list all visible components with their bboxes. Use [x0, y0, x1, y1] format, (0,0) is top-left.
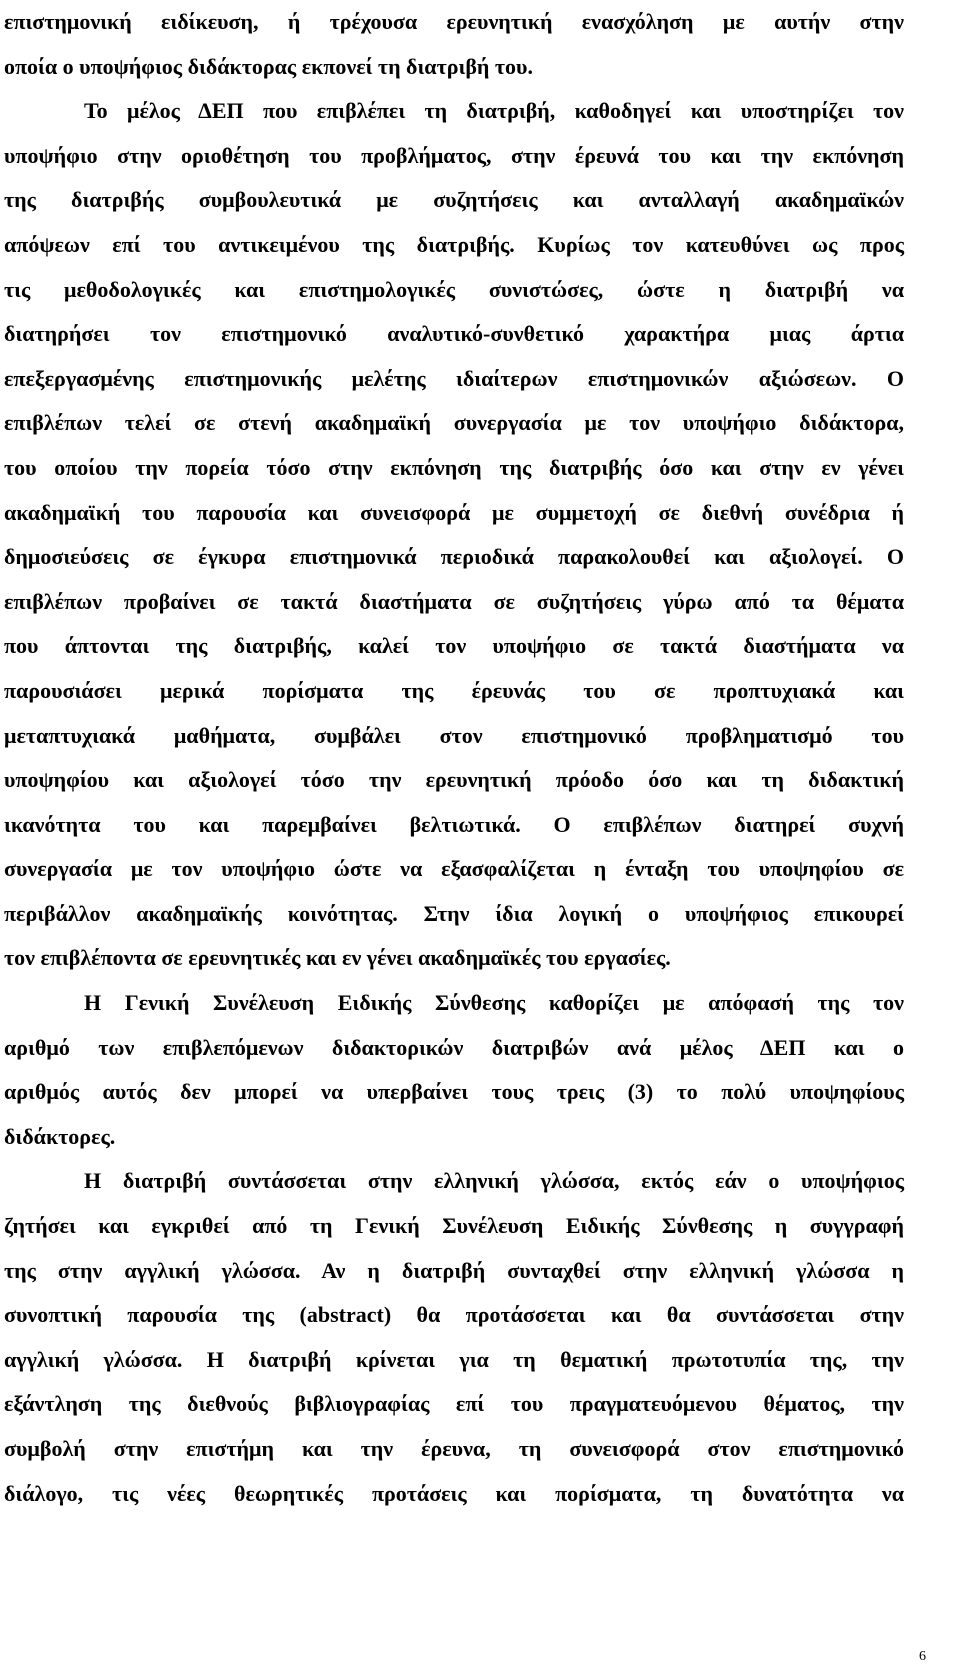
page-number: 6 [919, 1649, 926, 1664]
text-line: επεξεργασμένης επιστημονικής μελέτης ιδιαίτερων επιστημονικών αξιώσεων. Ο [4, 365, 904, 391]
text-line: τις μεθοδολογικές και επιστημολογικές συνιστώσες, ώστε η διατριβή να [4, 276, 904, 302]
text-line: Η Γενική Συνέλευση Ειδικής Σύνθεσης καθορίζει με απόφασή της τον [84, 990, 904, 1016]
text-line: που άπτονται της διατριβής, καλεί τον υποψήφιο σε τακτά διαστήματα να [4, 633, 904, 659]
text-line: διάλογο, τις νέες θεωρητικές προτάσεις και πορίσματα, τη δυνατότητα να [4, 1480, 904, 1506]
text-line: διδάκτορες. [4, 1123, 116, 1149]
text-line: Το μέλος ΔΕΠ που επιβλέπει τη διατριβή, καθοδηγεί και υποστηρίζει τον [84, 98, 904, 124]
text-line: αριθμό των επιβλεπόμενων διδακτορικών διατριβών ανά μέλος ΔΕΠ και ο [4, 1034, 904, 1060]
text-line: υποψήφιο στην οριοθέτηση του προβλήματος, στην έρευνά του και την εκπόνηση [4, 142, 904, 168]
text-line: απόψεων επί του αντικειμένου της διατριβής. Κυρίως τον κατευθύνει ως προς [4, 231, 904, 257]
text-line: ζητήσει και εγκριθεί από τη Γενική Συνέλευση Ειδικής Σύνθεσης η συγγραφή [4, 1213, 904, 1239]
text-line: περιβάλλον ακαδημαϊκής κοινότητας. Στην ίδια λογική ο υποψήφιος επικουρεί [4, 900, 904, 926]
text-line: ικανότητα του και παρεμβαίνει βελτιωτικά. Ο επιβλέπων διατηρεί συχνή [4, 811, 904, 837]
text-line: επιστημονική ειδίκευση, ή τρέχουσα ερευνητική ενασχόληση με αυτήν στην [4, 9, 904, 34]
text-line: επιβλέπων τελεί σε στενή ακαδημαϊκή συνεργασία με τον υποψήφιο διδάκτορα, [4, 410, 904, 436]
text-line: τον επιβλέποντα σε ερευνητικές και εν γένει ακαδημαϊκές του εργασίες. [4, 945, 671, 971]
text-line: παρουσιάσει μερικά πορίσματα της έρευνάς του σε προπτυχιακά και [4, 677, 904, 703]
text-line: του οποίου την πορεία τόσο στην εκπόνηση της διατριβής όσο και στην εν γένει [4, 454, 904, 480]
text-line: αγγλική γλώσσα. Η διατριβή κρίνεται για τη θεματική πρωτοτυπία της, την [4, 1346, 904, 1372]
paragraph [4, 981, 904, 1159]
paragraph [4, 89, 904, 981]
text-line: μεταπτυχιακά μαθήματα, συμβάλει στον επιστημονικό προβληματισμό του [4, 722, 904, 748]
text-line: αριθμός αυτός δεν μπορεί να υπερβαίνει τους τρεις (3) το πολύ υποψηφίους [4, 1079, 904, 1105]
text-line: συμβολή στην επιστήμη και την έρευνα, τη συνεισφορά στον επιστημονικό [4, 1436, 904, 1461]
paragraph [4, 0, 904, 89]
text-line: επιβλέπων προβαίνει σε τακτά διαστήματα σε συζητήσεις γύρω από τα θέματα [4, 588, 904, 614]
text-line: υποψηφίου και αξιολογεί τόσο την ερευνητική πρόοδο όσο και τη διδακτική [4, 767, 904, 793]
text-line: συνεργασία με τον υποψήφιο ώστε να εξασφαλίζεται η ένταξη του υποψηφίου σε [4, 856, 904, 882]
text-line: της στην αγγλική γλώσσα. Αν η διατριβή συνταχθεί στην ελληνική γλώσσα η [4, 1257, 904, 1283]
text-line: οποία ο υποψήφιος διδάκτορας εκπονεί τη διατριβή του. [4, 53, 533, 79]
text-line: της διατριβής συμβουλευτικά με συζητήσεις και ανταλλαγή ακαδημαϊκών [4, 187, 904, 213]
paragraph [4, 1159, 904, 1516]
text-line: συνοπτική παρουσία της (abstract) θα προτάσσεται και θα συντάσσεται στην [4, 1302, 904, 1328]
text-line: εξάντληση της διεθνούς βιβλιογραφίας επί του πραγματευόμενου θέματος, την [4, 1391, 904, 1417]
text-line: δημοσιεύσεις σε έγκυρα επιστημονικά περιοδικά παρακολουθεί και αξιολογεί. Ο [4, 544, 904, 570]
text-line: διατηρήσει τον επιστημονικό αναλυτικό-συνθετικό χαρακτήρα μιας άρτια [4, 321, 904, 347]
text-line: ακαδημαϊκή του παρουσία και συνεισφορά με συμμετοχή σε διεθνή συνέδρια ή [4, 499, 904, 525]
document-body [4, 0, 904, 1516]
text-line: Η διατριβή συντάσσεται στην ελληνική γλώσσα, εκτός εάν ο υποψήφιος [84, 1168, 904, 1194]
